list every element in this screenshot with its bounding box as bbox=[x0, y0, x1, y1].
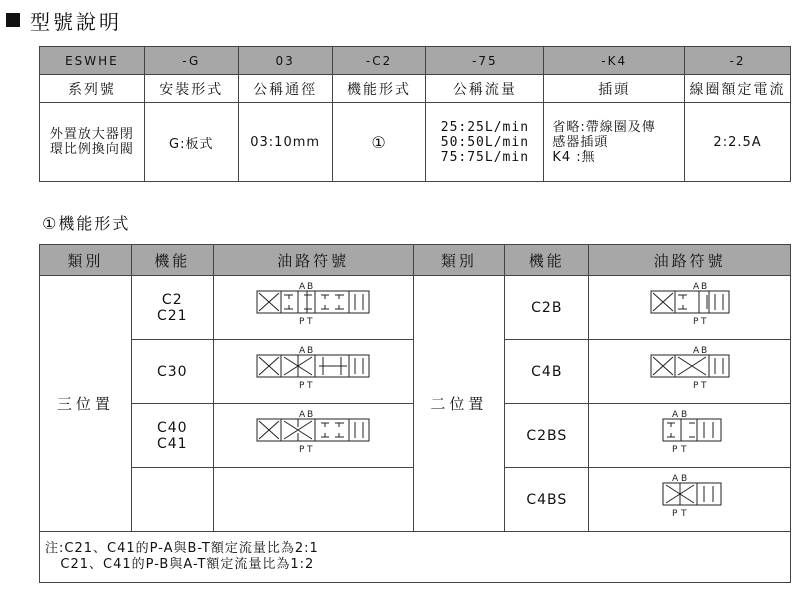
port-label-p: P bbox=[299, 380, 305, 391]
valve-symbol-c4b bbox=[647, 345, 733, 399]
code-row bbox=[40, 47, 791, 75]
port-label-p: P bbox=[692, 380, 699, 391]
valve-symbol-c40 bbox=[253, 409, 373, 463]
port-label-a: A bbox=[299, 281, 306, 292]
name-row bbox=[40, 75, 791, 103]
function-code: C2B bbox=[505, 276, 589, 340]
name-cell: 系列號 bbox=[40, 75, 145, 103]
value-cell-current: 2:2.5A bbox=[685, 103, 791, 182]
symbol-cell bbox=[589, 340, 791, 404]
value-cell-plug: 省略:帶線圈及傳 感器插頭 K4 :無 bbox=[544, 103, 685, 182]
header-category: 類別 bbox=[40, 245, 132, 276]
function-code: C2 C21 bbox=[131, 276, 213, 340]
port-label-b: B bbox=[307, 281, 314, 292]
value-cell-flow: 25:25L/min 50:50L/min 75:75L/min bbox=[426, 103, 544, 182]
port-label-a: A bbox=[299, 345, 306, 356]
valve-symbol-c2b bbox=[647, 281, 733, 335]
name-cell: 機能形式 bbox=[332, 75, 426, 103]
function-header-row bbox=[40, 245, 791, 276]
symbol-cell bbox=[213, 276, 413, 340]
valve-symbol-c2bs bbox=[647, 409, 733, 463]
note-row bbox=[40, 532, 791, 583]
function-code: C40 C41 bbox=[131, 404, 213, 468]
function-code: C30 bbox=[131, 340, 213, 404]
symbol-cell bbox=[213, 340, 413, 404]
symbol-cell bbox=[589, 276, 791, 340]
port-label-t: T bbox=[700, 316, 707, 327]
value-cell-mounting: G:板式 bbox=[144, 103, 238, 182]
function-code: C4B bbox=[505, 340, 589, 404]
section-label: ①機能形式 bbox=[42, 214, 131, 233]
port-label-p: P bbox=[299, 316, 305, 327]
note-text: 注:C21、C41的P-A與B-T額定流量比為2:1 C21、C41的P-B與A-T額定流量比為1:2 bbox=[40, 532, 791, 583]
port-label-a: A bbox=[692, 345, 699, 356]
symbol-cell bbox=[589, 404, 791, 468]
code-cell: -K4 bbox=[544, 47, 685, 75]
name-cell: 插頭 bbox=[544, 75, 685, 103]
value-row bbox=[40, 103, 791, 182]
port-label-t: T bbox=[700, 380, 707, 391]
header-symbol: 油路符號 bbox=[213, 245, 413, 276]
port-label-t: T bbox=[307, 316, 313, 327]
valve-symbol-c2 bbox=[253, 281, 373, 335]
header-category: 類別 bbox=[413, 245, 505, 276]
port-label-a: A bbox=[692, 281, 699, 292]
port-label-p: P bbox=[671, 508, 678, 519]
value-cell-size: 03:10mm bbox=[238, 103, 332, 182]
name-cell: 公稱通徑 bbox=[238, 75, 332, 103]
code-cell: -C2 bbox=[332, 47, 426, 75]
page-title: 型號說明 bbox=[30, 9, 122, 34]
category-three-position: 三位置 bbox=[40, 276, 132, 532]
page-header bbox=[6, 6, 122, 34]
port-label-b: B bbox=[307, 345, 314, 356]
code-cell: -75 bbox=[426, 47, 544, 75]
port-label-a: A bbox=[671, 473, 678, 484]
port-label-p: P bbox=[671, 444, 678, 455]
port-label-b: B bbox=[700, 345, 707, 356]
function-code: C4BS bbox=[505, 468, 589, 532]
category-two-position: 二位置 bbox=[413, 276, 505, 532]
name-cell: 公稱流量 bbox=[426, 75, 544, 103]
port-label-a: A bbox=[299, 409, 306, 420]
name-cell: 安裝形式 bbox=[144, 75, 238, 103]
value-cell-function: ① bbox=[332, 103, 426, 182]
valve-symbol-c4bs bbox=[647, 473, 733, 527]
port-label-t: T bbox=[680, 444, 687, 455]
function-code-empty bbox=[131, 468, 213, 532]
code-cell: ESWHE bbox=[40, 47, 145, 75]
symbol-cell bbox=[589, 468, 791, 532]
header-square-icon bbox=[6, 13, 20, 27]
code-cell: -2 bbox=[685, 47, 791, 75]
symbol-cell bbox=[213, 404, 413, 468]
valve-symbol-c30 bbox=[253, 345, 373, 399]
port-label-b: B bbox=[680, 473, 687, 484]
port-label-b: B bbox=[700, 281, 707, 292]
function-row bbox=[40, 276, 791, 340]
header-function: 機能 bbox=[505, 245, 589, 276]
port-label-b: B bbox=[307, 409, 314, 420]
port-label-t: T bbox=[307, 380, 313, 391]
port-label-b: B bbox=[680, 409, 687, 420]
port-label-p: P bbox=[692, 316, 699, 327]
code-cell: 03 bbox=[238, 47, 332, 75]
symbol-cell-empty bbox=[213, 468, 413, 532]
header-symbol: 油路符號 bbox=[589, 245, 791, 276]
model-code-table bbox=[39, 46, 791, 182]
name-cell: 線圈額定電流 bbox=[685, 75, 791, 103]
port-label-t: T bbox=[307, 444, 313, 455]
code-cell: -G bbox=[144, 47, 238, 75]
function-table bbox=[39, 244, 791, 583]
header-function: 機能 bbox=[131, 245, 213, 276]
function-code: C2BS bbox=[505, 404, 589, 468]
port-label-p: P bbox=[299, 444, 305, 455]
port-label-t: T bbox=[680, 508, 687, 519]
port-label-a: A bbox=[671, 409, 678, 420]
value-cell-series: 外置放大器閉 環比例換向閥 bbox=[40, 103, 145, 182]
